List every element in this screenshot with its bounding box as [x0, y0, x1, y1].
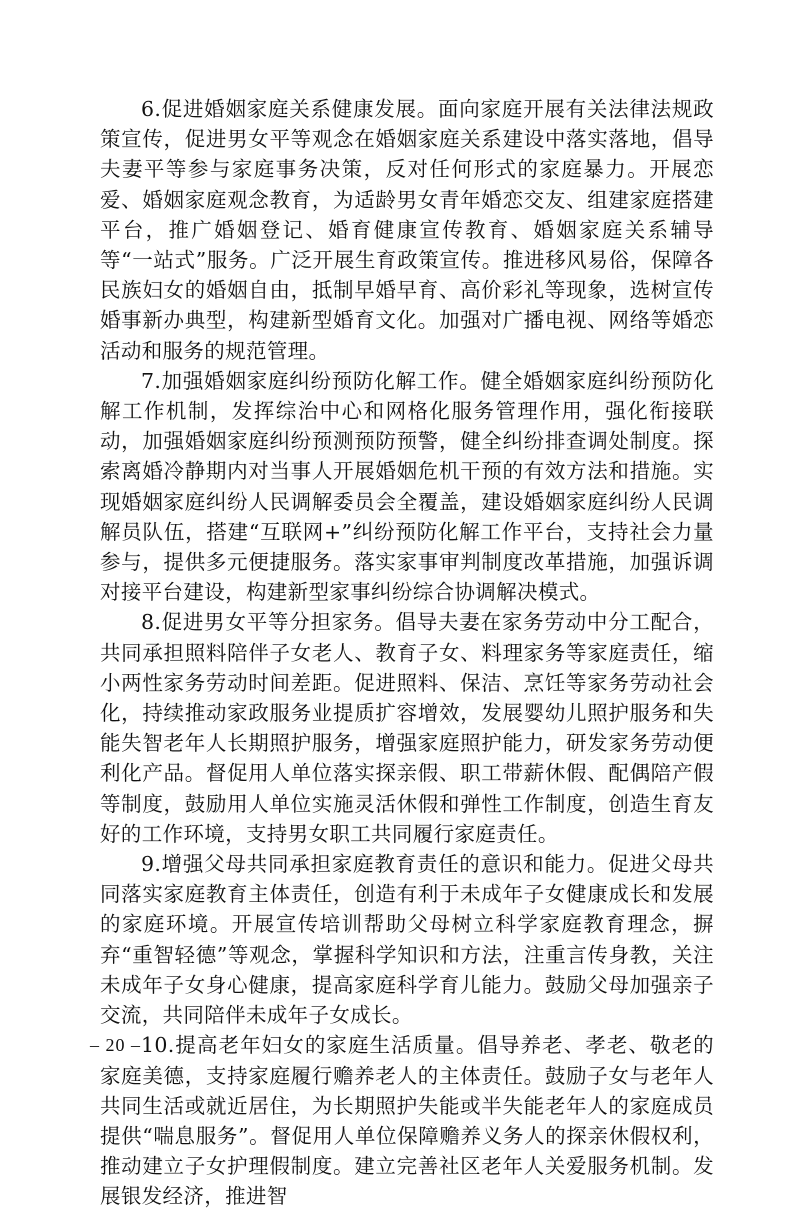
paragraph-9 — [100, 849, 714, 1030]
document-body — [100, 94, 714, 1212]
paragraph-9-lead: 9.增强父母共同承担家庭教育责任的意识和能力。 — [141, 852, 609, 877]
paragraph-7-body: 健全婚姻家庭纠纷预防化解工作机制，发挥综治中心和网格化服务管理作用，强化衔接联动，加强婚姻家庭纠纷预测预防预警，健全纠纷排查调处制度。探索离婚冷静期内对当事人开展婚姻危机干预的有效方法和措施。实现婚姻家庭纠纷人民调解委员会全覆盖，建设婚姻家庭纠纷人民调解员队伍，搭建“互联网+”纠纷预防化解工作平台，支持社会力量参与，提供多元便捷服务。落实家事审判制度改革措施，加强诉调对接平台建设，构建新型家事纠纷综合协调解决模式。 — [100, 368, 714, 605]
paragraph-10-body: 倡导养老、孝老、敬老的家庭美德，支持家庭履行赡养老人的主体责任。鼓励子女与老年人共同生活或就近居住，为长期照护失能或半失能老年人的家庭成员提供“喘息服务”。督促用人单位保障赡养义务人的探亲休假权利，推动建立子女护理假制度。建立完善社区老年人关爱服务机制。发展银发经济，推进智 — [100, 1033, 714, 1209]
paragraph-8 — [100, 607, 714, 849]
page-number: – 20 – — [90, 1035, 141, 1055]
paragraph-6-lead: 6.促进婚姻家庭关系健康发展。 — [141, 97, 439, 121]
paragraph-7 — [100, 366, 714, 608]
paragraph-9-body: 促进父母共同落实家庭教育主体责任，创造有利于未成年子女健康成长和发展的家庭环境。开展宣传培训帮助父母树立科学家庭教育理念，摒弃“重智轻德”等观念，掌握科学知识和方法，注重言传身教，关注未成年子女身心健康，提高家庭科学育儿能力。鼓励父母加强亲子交流，共同陪伴未成年子女成长。 — [100, 852, 715, 1028]
paragraph-10-lead: 10.提高老年妇女的家庭生活质量。 — [141, 1033, 478, 1058]
paragraph-6-body: 面向家庭开展有关法律法规政策宣传，促进男女平等观念在婚姻家庭关系建设中落实落地，倡导夫妻平等参与家庭事务决策，反对任何形式的家庭暴力。开展恋爱、婚姻家庭观念教育，为适龄男女青年婚恋交友、组建家庭搭建平台，推广婚姻登记、婚育健康宣传教育、婚姻家庭关系辅导等“一站式”服务。广泛开展生育政策宣传。推进移风易俗，保障各民族妇女的婚姻自由，抵制早婚早育、高价彩礼等现象，选树宣传婚事新办典型，构建新型婚育文化。加强对广播电视、网络等婚恋活动和服务的规范管理。 — [100, 97, 714, 363]
paragraph-10 — [100, 1030, 714, 1211]
paragraph-7-lead: 7.加强婚姻家庭纠纷预防化解工作。 — [141, 368, 481, 393]
paragraph-8-lead: 8.促进男女平等分担家务。 — [141, 610, 396, 635]
paragraph-6 — [100, 94, 714, 366]
paragraph-8-body: 倡导夫妻在家务劳动中分工配合，共同承担照料陪伴子女老人、教育子女、料理家务等家庭责任，缩小两性家务劳动时间差距。促进照料、保洁、烹饪等家务劳动社会化，持续推动家政服务业提质扩容增效，发展婴幼儿照护服务和失能失智老年人长期照护服务，增强家庭照护能力，研发家务劳动便利化产品。督促用人单位落实探亲假、职工带薪休假、配偶陪产假等制度，鼓励用人单位实施灵活休假和弹性工作制度，创造生育友好的工作环境，支持男女职工共同履行家庭责任。 — [100, 610, 715, 846]
